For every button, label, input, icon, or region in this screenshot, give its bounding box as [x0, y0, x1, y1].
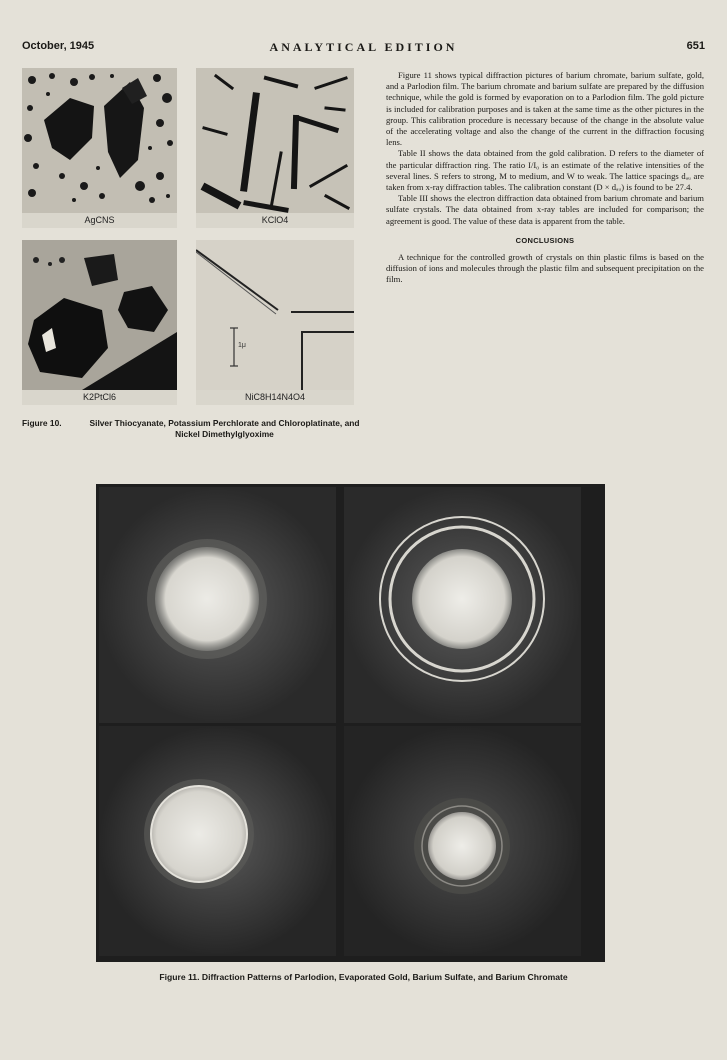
- parlodion-diffraction-image: [99, 487, 336, 723]
- diffraction-pattern-parlodion: [99, 487, 336, 723]
- panel-label-agcns: AgCNS: [22, 213, 177, 228]
- diffraction-pattern-gold: [344, 487, 581, 723]
- body-paragraph: Table II shows the data obtained from the gold calibration. D refers to the diameter of the particular diffraction ring. The ratio I/I₀ is an estimate of the relative intensities of the several lines. S refers to strong, M to medium, and W to weak. The lattice spacings dₐᵤ are taken from x-ray diffraction tables. The calibration constant (D × dₐᵤ) is found to be 27.4.: [386, 148, 704, 193]
- figure11-caption: Figure 11. Diffraction Patterns of Parlodion, Evaporated Gold, Barium Sulfate, and Barium Chromate: [159, 972, 568, 982]
- k2ptcl6-micrograph: [22, 240, 177, 390]
- diffraction-pattern-barium-sulfate: [99, 726, 336, 962]
- body-paragraph: Table III shows the electron diffraction data obtained from barium chromate and barium sulfate crystals. The data obtained from x-ray tables are included for comparison; the agreement is good. The value of these data is apparent from the table.: [386, 193, 704, 226]
- gold-diffraction-image: [344, 487, 581, 723]
- figure10-caption-number: Figure 10.: [22, 418, 62, 428]
- figure10-panel-nickel-dimethylglyoxime: [196, 240, 354, 405]
- panel-label-kclo4: KClO4: [196, 213, 354, 228]
- running-header-journal: ANALYTICAL EDITION: [269, 40, 458, 54]
- figure10-panel-k2ptcl6: [22, 240, 177, 405]
- figure10-panel-kclo4: [196, 68, 354, 228]
- page-number: 651: [686, 40, 705, 52]
- figure10-caption-text: Silver Thiocyanate, Potassium Perchlorate and Chloroplatinate, and Nickel Dimethylglyoxime: [89, 418, 360, 439]
- agcns-micrograph: [22, 68, 177, 213]
- body-paragraph: Figure 11 shows typical diffraction pictures of barium chromate, barium sulfate, gold, and a Parlodion film. The barium chromate and barium sulfate are prepared by the diffusion technique, while the gold is formed by evaporation on to a Parlodion film. The gold picture is included for calibration purposes and is taken at the same time as the other pictures in the group. This calibration procedure is necessary because of the change in the absolute value of the accelerating voltage and also the change of the current in the diffraction focusing lens.: [386, 70, 704, 148]
- barium-chromate-diffraction-image: [344, 726, 581, 956]
- scale-bar-label: 1μ: [238, 342, 246, 349]
- body-text-column: [386, 70, 704, 286]
- barium-sulfate-diffraction-image: [99, 726, 336, 956]
- panel-label-nickel: NiC8H14N4O4: [196, 390, 354, 405]
- conclusions-paragraph: A technique for the controlled growth of crystals on thin plastic films is based on the diffusion of ions and molecules through the plastic film and subsequent precipitation on the film.: [386, 252, 704, 285]
- figure10-panel-agcns: [22, 68, 177, 228]
- running-header-date: October, 1945: [22, 40, 95, 52]
- diffraction-pattern-barium-chromate: [344, 726, 581, 962]
- kclo4-micrograph: [196, 68, 354, 213]
- panel-label-k2ptcl6: K2PtCl6: [22, 390, 177, 405]
- conclusions-heading: CONCLUSIONS: [515, 235, 575, 245]
- nickel-micrograph: [196, 240, 354, 390]
